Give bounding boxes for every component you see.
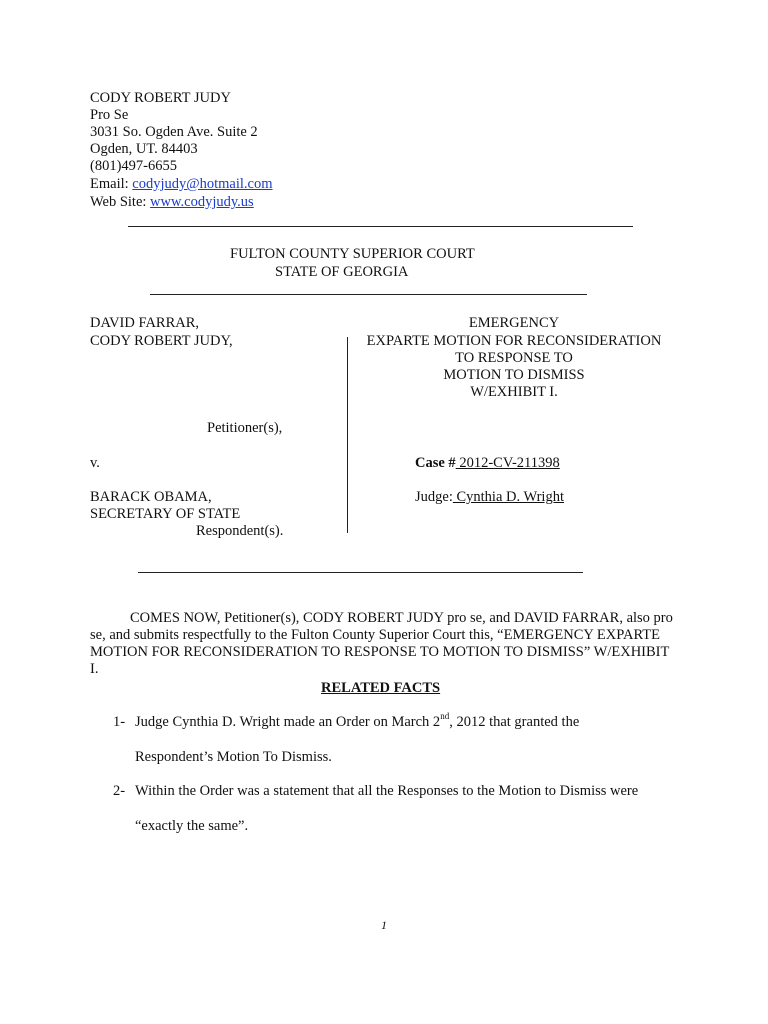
fact-1-line-1 (113, 711, 580, 731)
fact-2-text: Within the Order was a statement that all the Responses to the Motion to Dismiss were (135, 783, 639, 799)
caption-divider (138, 572, 583, 573)
fact-2-line-1 (113, 783, 638, 800)
address-line-1: 3031 So. Ogden Ave. Suite 2 (90, 124, 258, 140)
case-label: Case # (415, 455, 456, 471)
petitioner-label: Petitioner(s), (207, 420, 283, 436)
website-label: Web Site: (90, 194, 151, 210)
judge-name: Cynthia D. Wright (452, 489, 564, 505)
address-line-2: Ogden, UT. 84403 (90, 141, 198, 157)
author-status: Pro Se (90, 107, 129, 123)
caption-vertical-rule (347, 337, 348, 533)
fact-2-line-2: “exactly the same”. (135, 818, 249, 834)
petitioner-1: DAVID FARRAR, (90, 315, 200, 331)
fact-1-sup: nd (440, 711, 450, 722)
motion-line-3: TO RESPONSE TO (455, 350, 573, 366)
website-line (90, 194, 254, 211)
fact-1-line-2: Respondent’s Motion To Dismiss. (135, 749, 332, 765)
court-name: FULTON COUNTY SUPERIOR COURT (230, 246, 475, 262)
email-link[interactable]: codyjudy@hotmail.com (132, 176, 273, 192)
website-link[interactable]: www.codyjudy.us (150, 194, 254, 210)
respondent-1: BARACK OBAMA, (90, 489, 212, 505)
motion-line-2: EXPARTE MOTION FOR RECONSIDERATION (366, 333, 662, 349)
page-number: 1 (381, 918, 387, 932)
motion-line-1: EMERGENCY (468, 315, 560, 331)
phone: (801)497-6655 (90, 158, 177, 174)
motion-line-5: W/EXHIBIT I. (470, 384, 558, 400)
judge-line (415, 489, 564, 506)
fact-1-text-b: , 2012 that granted the (449, 714, 580, 730)
intro-paragraph (90, 610, 680, 678)
header-divider (128, 226, 633, 227)
court-divider (150, 294, 587, 295)
respondent-2: SECRETARY OF STATE (90, 506, 241, 522)
motion-line-4: MOTION TO DISMISS (443, 367, 585, 383)
email-label: Email: (90, 176, 133, 192)
court-state: STATE OF GEORGIA (275, 264, 409, 280)
intro-text: COMES NOW, Petitioner(s), CODY ROBERT JUDY pro se, and DAVID FARRAR, also pro se, and submits respectfully to the Fulton County Superior Court this, “EMERGENCY EXPARTE MOTION FOR RECONSIDERATION TO RESPONSE TO MOTION TO DISMISS” W/EXHIBIT I. (90, 610, 673, 677)
fact-1-number: 1- (113, 714, 126, 730)
respondent-label: Respondent(s). (196, 523, 284, 539)
judge-label: Judge: (415, 489, 453, 505)
case-number: 2012-CV-211398 (455, 455, 560, 471)
author-name: CODY ROBERT JUDY (90, 90, 231, 106)
section-heading: RELATED FACTS (321, 680, 441, 696)
email-line (90, 176, 273, 193)
versus: v. (90, 455, 100, 471)
fact-1-text-a: Judge Cynthia D. Wright made an Order on March 2 (135, 714, 441, 730)
case-number-line (415, 455, 560, 472)
fact-2-number: 2- (113, 783, 126, 799)
petitioner-2: CODY ROBERT JUDY, (90, 333, 233, 349)
